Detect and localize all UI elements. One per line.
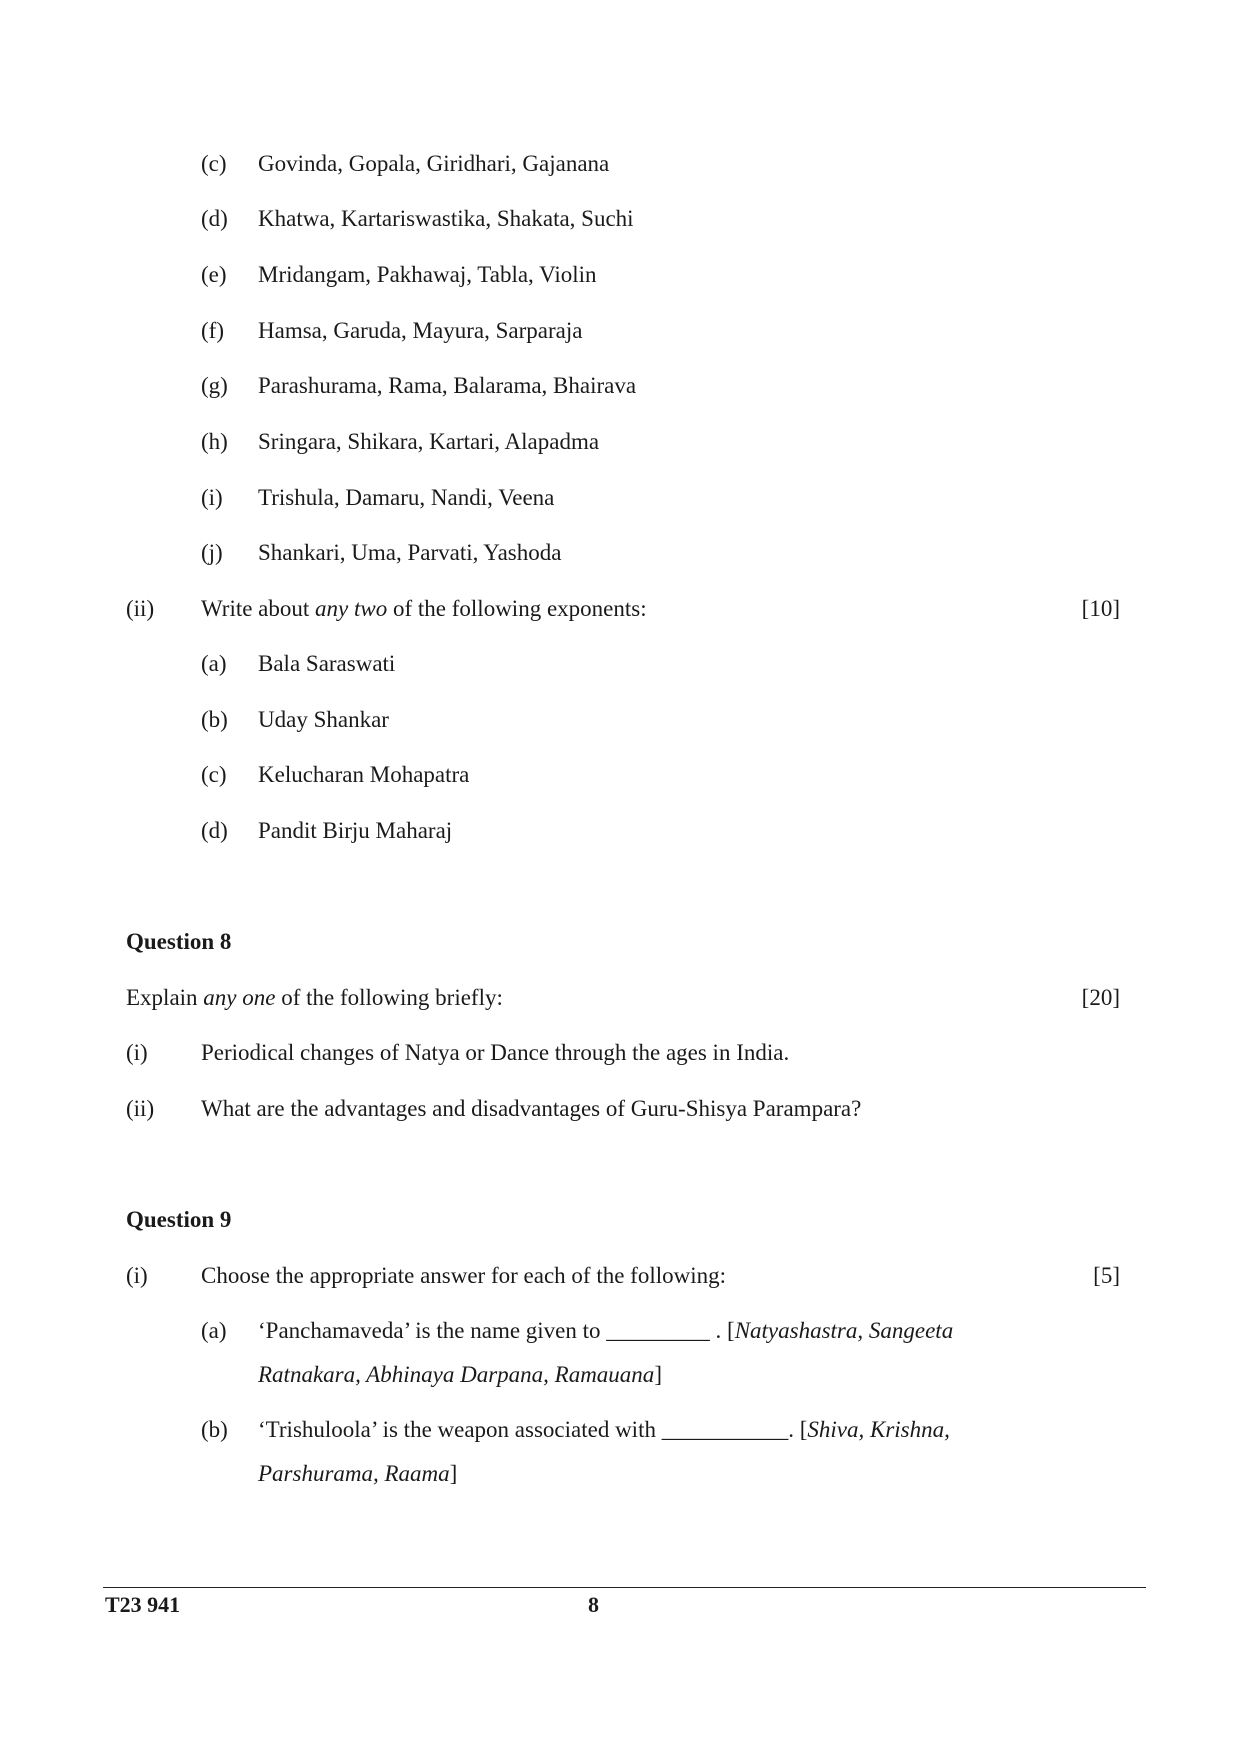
marks: [10] (1081, 596, 1120, 621)
item-text: Sringara, Shikara, Kartari, Alapadma (258, 429, 600, 454)
item-label: (d) (201, 206, 228, 231)
item-text-continued: Parshurama, Raama] (258, 1461, 458, 1486)
part-label: (i) (126, 1263, 148, 1288)
item-text: What are the advantages and disadvantages of Guru-Shisya Parampara? (201, 1096, 862, 1121)
item-text: Periodical changes of Natya or Dance through the ages in India. (201, 1040, 790, 1065)
marks: [5] (1093, 1263, 1120, 1288)
part-instruction: Write about any two of the following exponents: (201, 596, 647, 621)
item-text: Govinda, Gopala, Giridhari, Gajanana (258, 151, 610, 176)
item-text: Parashurama, Rama, Balarama, Bhairava (258, 373, 637, 398)
question-heading: Question 9 (126, 1207, 232, 1232)
item-label: (a) (201, 1318, 227, 1343)
item-text: Hamsa, Garuda, Mayura, Sarparaja (258, 318, 583, 343)
item-label: (ii) (126, 1096, 155, 1121)
item-label: (e) (201, 262, 227, 287)
part-instruction: Choose the appropriate answer for each of the following: (201, 1263, 726, 1288)
item-text: Uday Shankar (258, 707, 389, 732)
item-label: (a) (201, 651, 227, 676)
question-instruction: Explain any one of the following briefly: (126, 985, 503, 1010)
page-number: 8 (588, 1592, 599, 1617)
item-text: ‘Panchamaveda’ is the name given to _________ . [Natyashastra, Sangeeta (258, 1318, 954, 1343)
item-label: (j) (201, 540, 223, 565)
item-text: Bala Saraswati (258, 651, 396, 676)
part-label: (ii) (126, 596, 155, 621)
item-label: (h) (201, 429, 228, 454)
item-label: (c) (201, 762, 227, 787)
item-text: Mridangam, Pakhawaj, Tabla, Violin (258, 262, 597, 287)
item-text: ‘Trishuloola’ is the weapon associated with ___________. [Shiva, Krishna, (258, 1417, 950, 1442)
item-label: (i) (126, 1040, 148, 1065)
item-label: (d) (201, 818, 228, 843)
item-text: Khatwa, Kartariswastika, Shakata, Suchi (258, 206, 634, 231)
item-label: (b) (201, 707, 228, 732)
footer-divider (103, 1587, 1146, 1588)
item-label: (b) (201, 1417, 228, 1442)
item-text-continued: Ratnakara, Abhinaya Darpana, Ramauana] (258, 1362, 662, 1387)
item-label: (g) (201, 373, 228, 398)
item-text: Shankari, Uma, Parvati, Yashoda (258, 540, 562, 565)
item-label: (c) (201, 151, 227, 176)
item-label: (f) (201, 318, 224, 343)
item-text: Trishula, Damaru, Nandi, Veena (258, 485, 555, 510)
item-text: Pandit Birju Maharaj (258, 818, 453, 843)
marks: [20] (1081, 985, 1120, 1010)
item-label: (i) (201, 485, 223, 510)
paper-code: T23 941 (105, 1592, 181, 1617)
item-text: Kelucharan Mohapatra (258, 762, 470, 787)
question-heading: Question 8 (126, 929, 232, 954)
